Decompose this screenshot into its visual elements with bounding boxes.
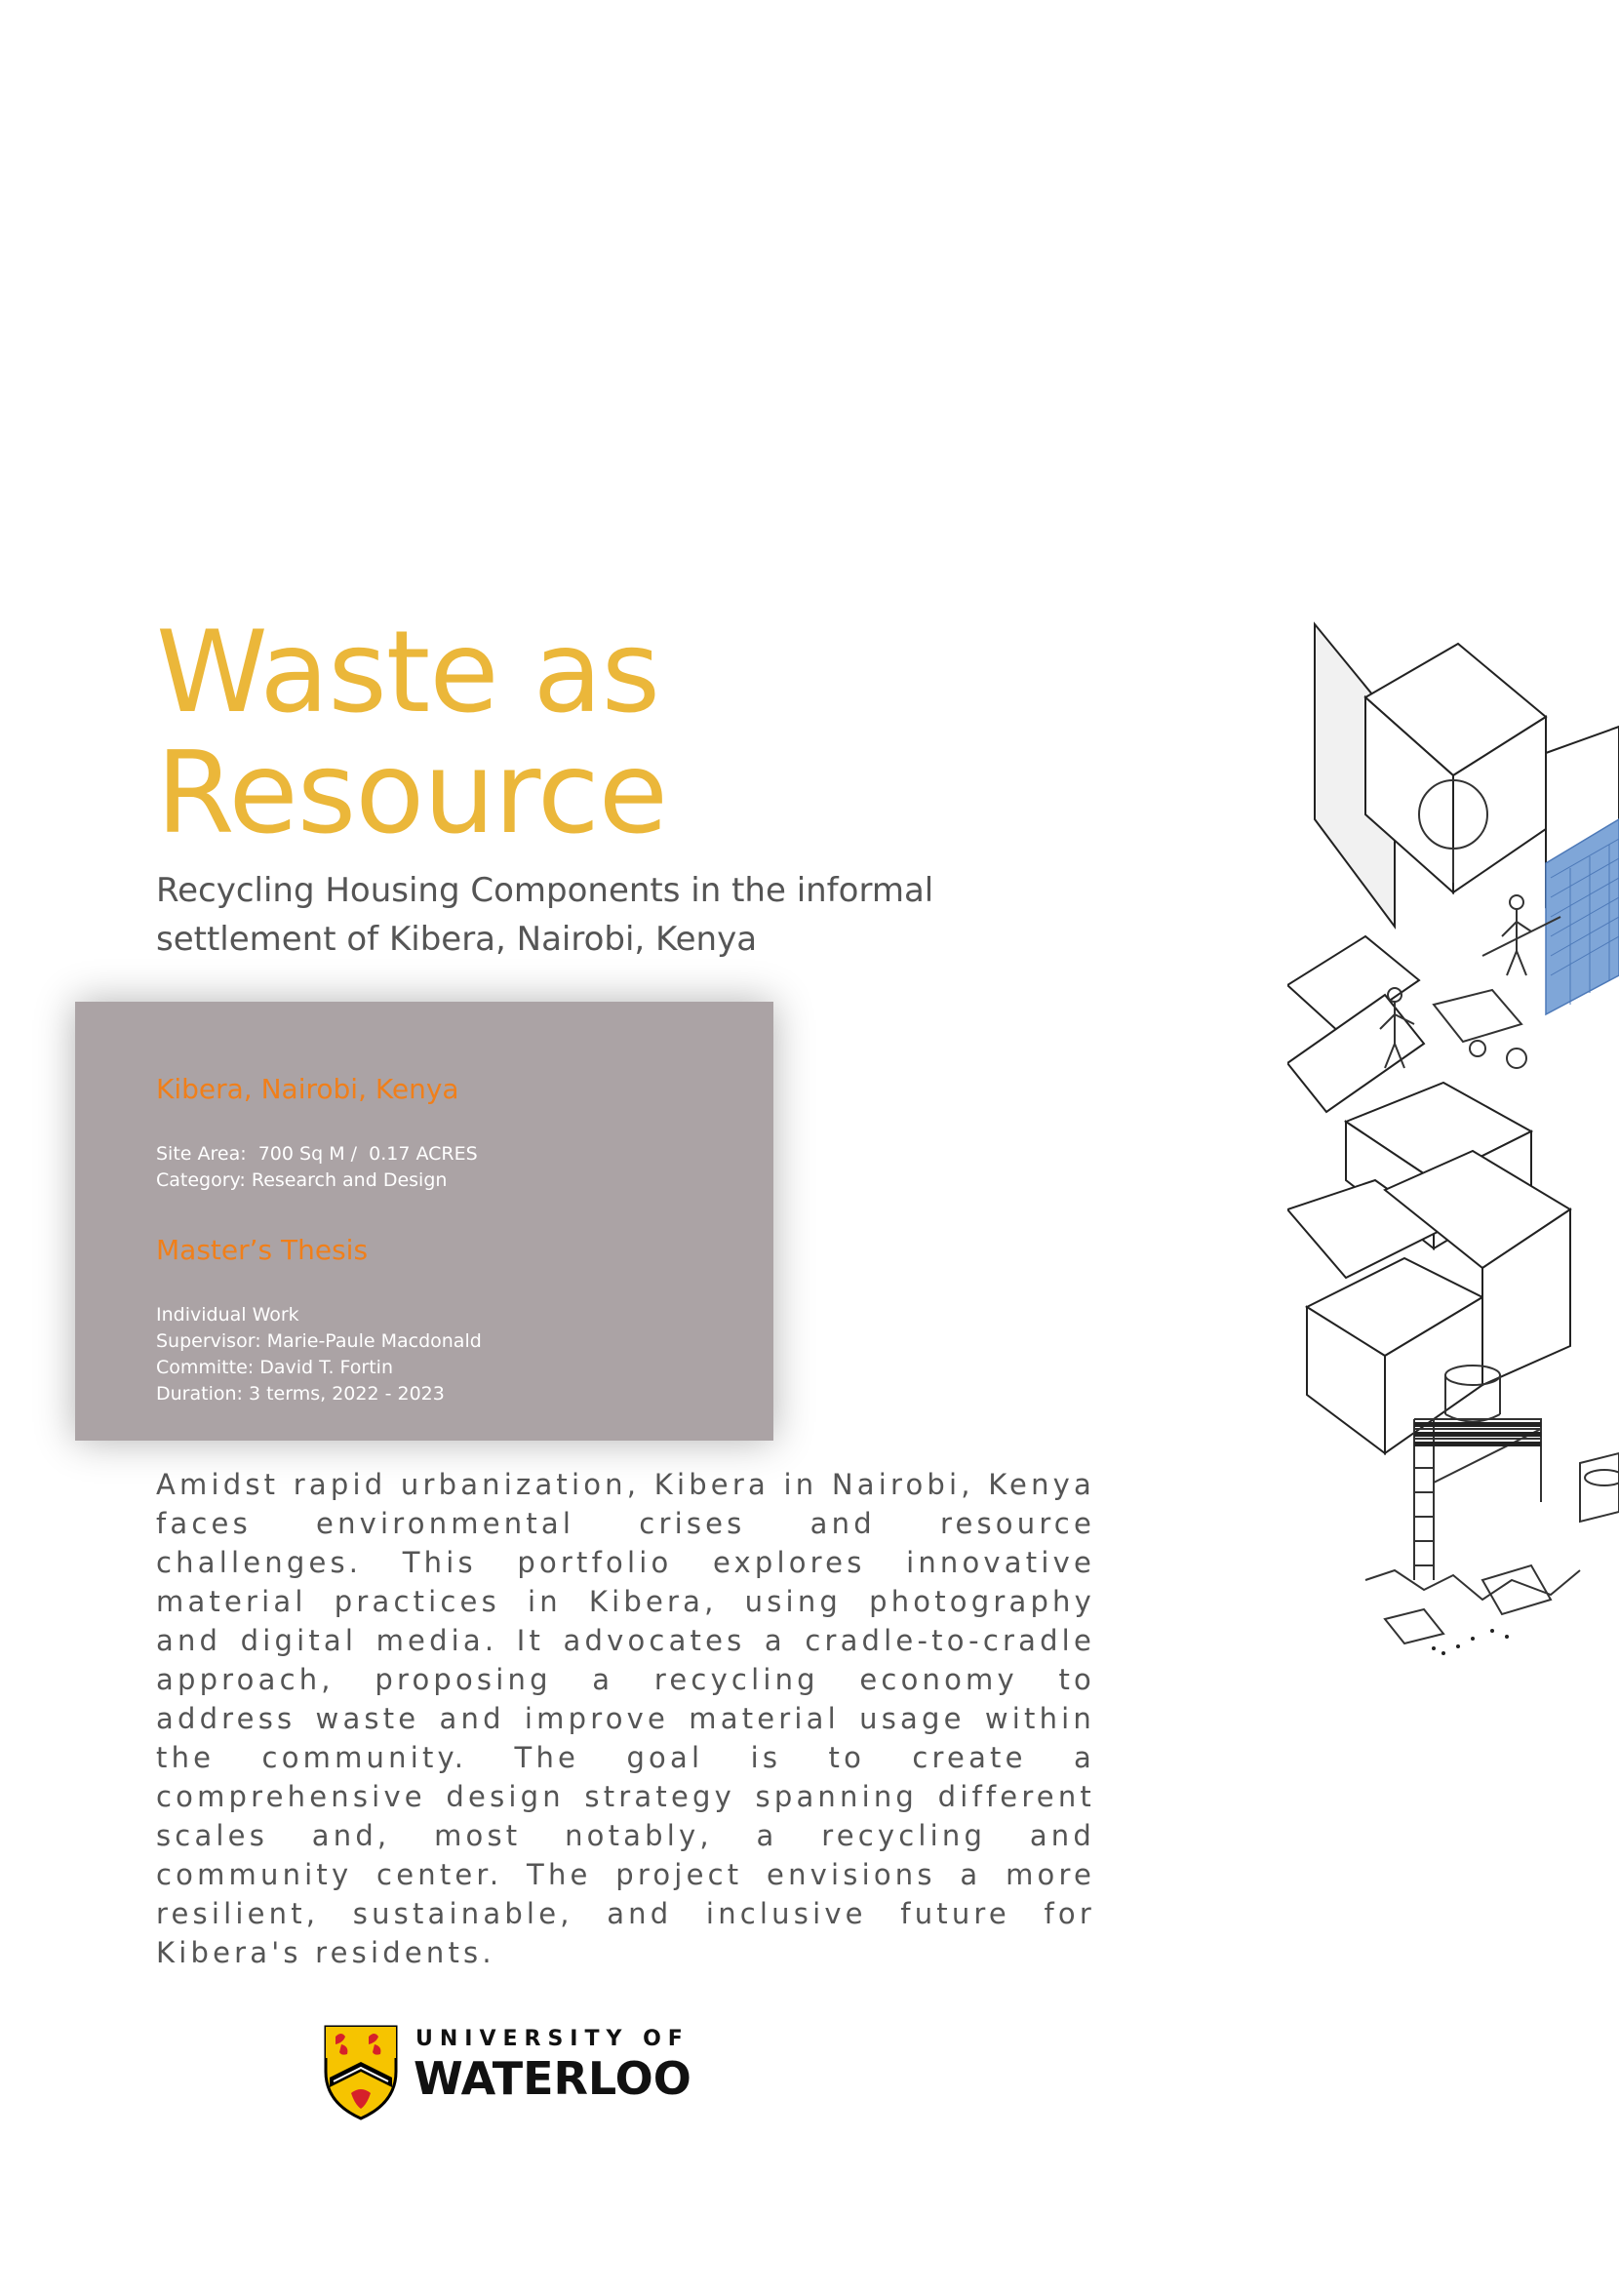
- subtitle-line-2: settlement of Kibera, Nairobi, Kenya: [156, 920, 758, 959]
- abstract-paragraph: Amidst rapid urbanization, Kibera in Nairobi, Kenya faces environmental crises and resource challenges. This portfolio explores innovative material practices in Kibera, using photography and digital media. It advocates a cradle-to-cradle approach, proposing a recycling economy to address waste and improve material usage within the community. The goal is to create a comprehensive design strategy spanning different scales and, most notably, a recycling and community center. The project envisions a more resilient, sustainable, and inclusive future for Kibera's residents.: [156, 1468, 1095, 1969]
- waterloo-text: WATERLOO: [414, 2052, 691, 2105]
- category-line: Category: Research and Design: [156, 1169, 448, 1191]
- work-type-line: Individual Work: [156, 1304, 299, 1326]
- committee-line: Committe: David T. Fortin: [156, 1357, 394, 1378]
- university-of-text: UNIVERSITY OF: [415, 2027, 690, 2051]
- duration-line: Duration: 3 terms, 2022 - 2023: [156, 1383, 445, 1405]
- university-logo: [322, 2023, 731, 2120]
- title-line-1: Waste as: [156, 607, 660, 738]
- thesis-heading: Master’s Thesis: [156, 1234, 369, 1266]
- subtitle: [156, 866, 995, 964]
- project-info-box: [75, 1002, 773, 1441]
- waterloo-crest-icon: [322, 2023, 400, 2120]
- location-heading: Kibera, Nairobi, Kenya: [156, 1073, 459, 1105]
- site-details: [156, 1141, 478, 1194]
- supervisor-line: Supervisor: Marie-Paule Macdonald: [156, 1330, 482, 1352]
- axonometric-illustration: [1287, 605, 1619, 1697]
- subtitle-line-1: Recycling Housing Components in the informal: [156, 871, 934, 910]
- title-line-2: Resource: [156, 728, 667, 859]
- page-title: [156, 607, 667, 859]
- thesis-details: [156, 1302, 482, 1407]
- site-area-line: Site Area: 700 Sq M / 0.17 ACRES: [156, 1143, 478, 1165]
